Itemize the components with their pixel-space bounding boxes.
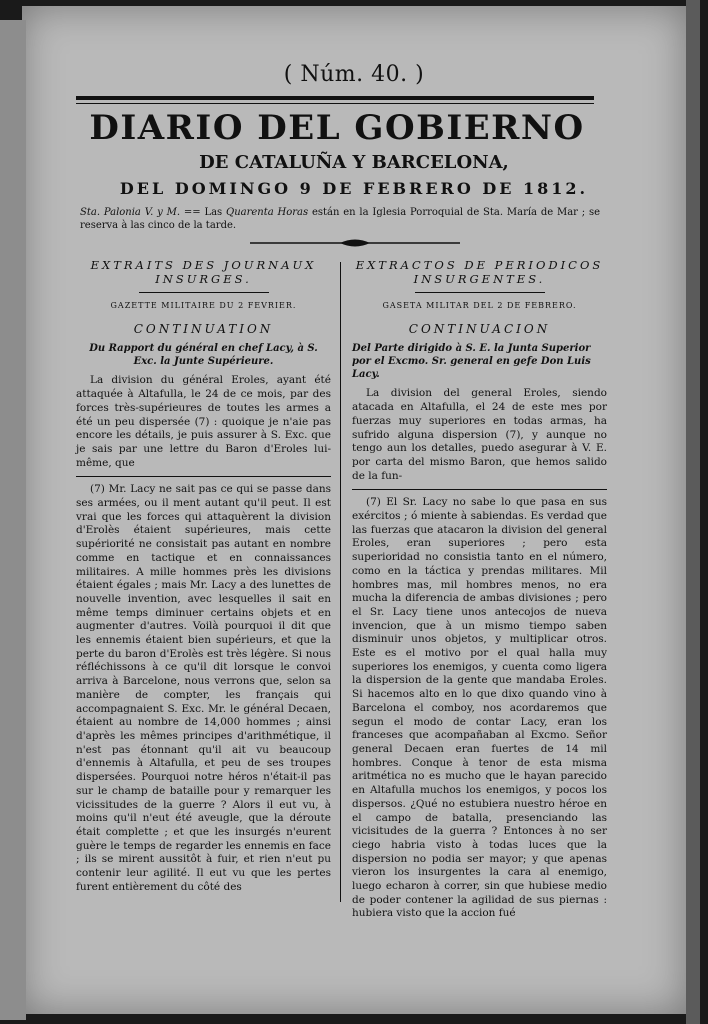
french-footnote: (7) Mr. Lacy ne sait pas ce qui se passe dans ses armées, ou il ment autant qu'il peut. Il est vrai que les forces qui attaquèrent la division d'Erolès étaient supérieures, mais cette supériorité ne consistait pas autant en nombre comme en tactique et en connaissances militaires. A mille hommes près les divisions étaient égales ; mais Mr. Lacy a des lunettes de nouvelle invention, avec lesquelles il sait en même temps diminuer certains objets et en augmenter d'autres. Voilà pourquoi il dit que les ennemis étaient bien supérieurs, et que la perte du baron d'Erolès est très légère. Si nous réfléchissons à ce qu'il dit lorsque le convoi arriva à Barcelone, nous verrons que, selon sa manière de compter, les français qui accompagnaient S. Exc. Mr. le général Decaen, étaient au nombre de 14,000 hommes ; ainsi d'après les mêmes principes d'arithmétique, il n'est pas étonnant qu'il ait vu beaucoup d'ennemis à Altafulla, et peu de ses troupes dispersées. Pourquoi notre héros n'était-il pas sur le champ de bataille pour y remarquer les vicissitudes de la guerre ? Alors il eut vu, à moins qu'il n'eut été aveugle, que la déroute était complette ; et que les insurgés n'eurent guère le temps de regarder les ennemis en face ; ils se mirent aussitôt à fuir, et rien n'eut pu contenir leur agilité. Il eut vu que les pertes furent entièrement du côté des <box>76 483 331 893</box>
header-rule-thin <box>76 103 594 104</box>
spanish-gazette: GASETA MILITAR DEL 2 DE FEBRERO. <box>382 301 577 310</box>
issue-date: DEL DOMINGO 9 DE FEBRERO DE 1812. <box>119 179 589 198</box>
note-rule <box>352 489 607 490</box>
french-column <box>76 258 331 894</box>
header-rule <box>76 96 594 100</box>
spanish-intro: Del Parte dirigido à S. E. la Junta Superior por el Excmo. Sr. general en gefe Don Luis Lacy. <box>352 343 591 381</box>
notice-italic: Quarenta Horas <box>226 207 309 218</box>
newspaper-title: DIARIO DEL GOBIERNO <box>89 108 585 148</box>
column-divider <box>340 262 341 902</box>
spanish-column <box>352 258 607 921</box>
french-body: La division du général Eroles, ayant été attaquée à Altafulla, le 24 de ce mois, par des forces très-supérieures de toutes les armes a été un peu dispersée (7) : quoique je n'aie pas encore les détails, je puis assurer à S. Exc. que je sais par une lettre du Baron d'Eroles lui-même, que <box>76 374 331 469</box>
daily-notice <box>80 206 600 232</box>
ornament-divider <box>250 238 460 248</box>
spanish-footnote: (7) El Sr. Lacy no sabe lo que pasa en sus exércitos ; ó miente à sabiendas. Es verdad que las fuerzas que atacaron la division del general Eroles, eran superiores ; pero esta superioridad no consistia tanto en el número, como en la táctica y prendas militares. Mil hombres mas, mil hombres menos, no era mucha la diferencia de ambas divisiones ; pero el Sr. Lacy tiene unos antecojos de nueva invencion, que à un mismo tiempo saben disminuir unos objetos, y multiplicar otros. Este es el motivo por el qual halla muy superiores los enemigos, y cuenta como ligera la dispersion de la gente que mandaba Eroles. Si hacemos alto en lo que dixo quando vino à Barcelona el comboy, nos acordaremos que segun el modo de contar Lacy, eran los franceses que acompañaban al Excmo. Señor general Decaen eran fuertes de 14 mil hombres. Conque à tenor de esta misma aritmética no es mucho que le hayan parecido en Altafulla muchos los enemigos, y pocos los dispersos. ¿Qué no estubiera nuestro héroe en el campo de batalla, presenciando las vicisitudes de la guerra ? Entonces à no ser ciego habria visto à todas luces que la dispersion no podia ser mayor; y que apenas vieron los insurgentes la cara al enemigo, luego echaron à correr, sin que hubiese medio de poder contener la agilidad de sus piernas : hubiera visto que la accion fué <box>352 496 607 920</box>
newspaper-subtitle: DE CATALUÑA Y BARCELONA, <box>199 152 509 173</box>
french-heading: EXTRAITS DES JOURNAUX <box>90 258 317 272</box>
notice-end: están en la Iglesia Porroquial de Sta. María de Mar ; se reserva à las cinco de la tarde. <box>80 207 600 231</box>
notice-saints: Sta. Palonia V. y M. <box>80 207 181 218</box>
spanish-body: La division del general Eroles, siendo atacada en Altafulla, el 24 de este mes por fuerzas muy superiores en todas armas, ha sufrido alguna dispersion (7), y aunque no tengo aun los detalles, puedo asegurar à V. E. por carta del mismo Baron, que hemos salido de la fun- <box>352 387 607 482</box>
spanish-heading-2: INSURGENTES. <box>413 272 546 286</box>
french-heading-2: INSURGES. <box>155 272 252 286</box>
french-gazette: GAZETTE MILITAIRE DU 2 FEVRIER. <box>110 301 297 310</box>
issue-number: ( Núm. 40. ) <box>283 62 425 87</box>
french-continuation: CONTINUATION <box>133 321 274 336</box>
spanish-continuation: CONTINUACION <box>408 321 551 336</box>
french-intro: Du Rapport du général en chef Lacy, à S. Exc. la Junte Supérieure. <box>89 343 318 368</box>
note-rule <box>76 476 331 477</box>
section-rule <box>139 292 269 293</box>
section-rule <box>415 292 545 293</box>
spanish-heading: EXTRACTOS DE PERIODICOS <box>355 258 604 272</box>
notice-text: == Las <box>180 207 226 218</box>
